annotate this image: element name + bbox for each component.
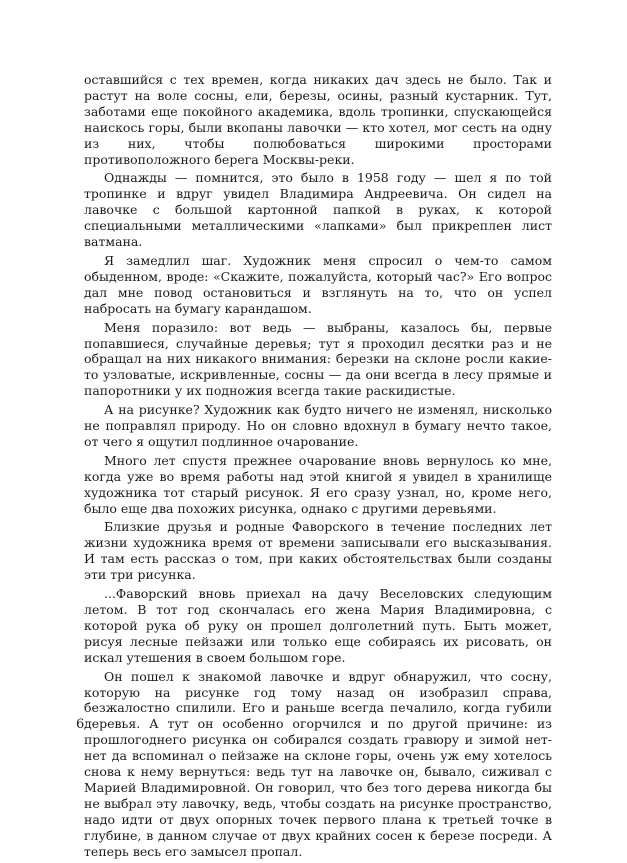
paragraph-continuation: оставшийся с тех времен, когда никаких дач здесь не было. Так и растут на воле сосны, ели, березы, осины, разный кустарник. Тут, заботами еще покойного академика, вдоль тропинки, спускающейся наискось горы, были вкопаны лавочки — кто хотел, мог сесть на одну из них, чтобы полюбоваться широкими просторами противоположного берега Москвы-реки. — [84, 72, 552, 167]
paragraph: Меня поразило: вот ведь — выбраны, казалось бы, первые попавшиеся, случайные деревья; тут я проходил десятки раз и не обращал на них никакого внимания: березки на склоне росли какие-то узловатые, искривленные, сосны — да они всегда в лесу прямые и папоротники у их подножия всегда такие раскидистые. — [84, 319, 552, 399]
paragraph: ...Фаворский вновь приехал на дачу Веселовских следующим летом. В тот год скончалась его жена Мария Владимировна, с которой рука об руку он прошел долголетний путь. Быть может, рисуя лесные пейзажи или только еще собираясь их рисовать, он искал утешения в своем большом горе. — [84, 586, 552, 665]
body-text — [84, 72, 552, 863]
paragraph: Близкие друзья и родные Фаворского в течение последних лет жизни художника время от времени записывали его высказывания. И там есть рассказ о том, при каких обстоятельствах были созданы эти три рисунка. — [84, 519, 552, 583]
paragraph: Я замедлил шаг. Художник меня спросил о чем-то самом обыденном, вроде: «Скажите, пожалуйста, который час?» Его вопрос дал мне повод остановиться и взглянуть на то, что он успел набросать на бумагу карандашом. — [84, 252, 552, 316]
paragraph: Он пошел к знакомой лавочке и вдруг обнаружил, что сосну, которую на рисунке год тому назад он изобразил справа, безжалостно спилили. Его и раньше всегда печалило, когда губили деревья. А тут он особенно огорчился и по другой причине: из прошлогоднего рисунка он собирался создать гравюру и зимой нет-нет да вспоминал о пейзаже на склоне горы, очень уж ему хотелось снова к нему вернуться: ведь тут на лавочке он, бывало, сиживал с Марией Владимировной. Он говорил, что без того дерева никогда бы не выбрал эту лавочку, ведь, чтобы создать на рисунке пространство, надо идти от двух опорных точек первого плана к третьей точке в глубине, в данном случае от двух крайних сосен к березе посреди. А теперь весь его замысел пропал. — [84, 668, 552, 859]
paragraph: А на рисунке? Художник как будто ничего не изменял, нисколько не поправлял природу. Но он словно вдохнул в бумагу нечто такое, от чего я ощутил подлинное очарование. — [84, 402, 552, 449]
page-number: 6 — [76, 717, 85, 732]
paragraph: Однажды — помнится, это было в 1958 году — шел я по той тропинке и вдруг увидел Владимира Андреевича. Он сидел на лавочке с большой картонной папкой в руках, к которой специальными металлическими «лапками» был прикреплен лист ватмана. — [84, 170, 552, 250]
paragraph: Много лет спустя прежнее очарование вновь вернулось ко мне, когда уже во время работы над этой книгой я увидел в хранилище художника тот старый рисунок. Я его сразу узнал, но, кроме него, было еще два похожих рисунка, однако с другими деревьями. — [84, 452, 552, 516]
